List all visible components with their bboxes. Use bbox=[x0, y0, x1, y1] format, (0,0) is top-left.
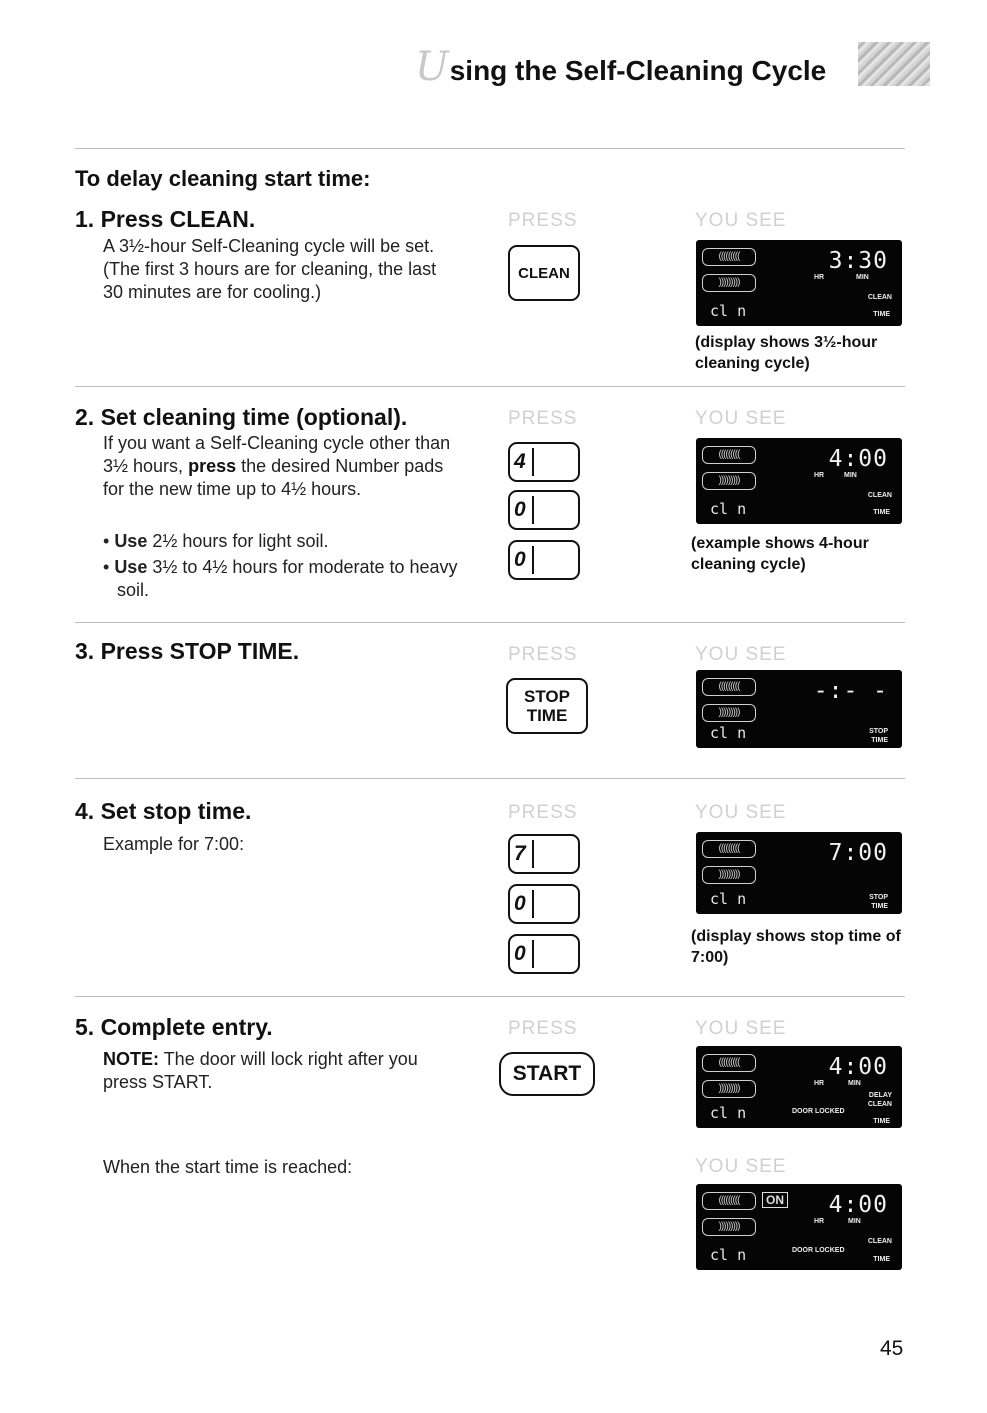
indicator-time: TIME bbox=[871, 737, 888, 744]
number-7-key: 7 bbox=[508, 834, 580, 874]
oven-display bbox=[696, 240, 902, 326]
indicator-hr: HR bbox=[814, 1218, 825, 1225]
you-see-label: YOU SEE bbox=[695, 408, 787, 429]
step-5-after-text: When the start time is reached: bbox=[103, 1157, 353, 1177]
indicator-min: MIN bbox=[844, 472, 857, 479]
display-time: 7:00 bbox=[828, 840, 888, 866]
indicator-clean: CLEAN bbox=[867, 1238, 892, 1245]
indicator-min: MIN bbox=[856, 274, 869, 281]
indicator-time: TIME bbox=[871, 903, 888, 910]
heating-element-icon: ((((((((( bbox=[702, 248, 756, 266]
press-label: PRESS bbox=[508, 408, 578, 429]
display-time: 4:00 bbox=[828, 446, 888, 472]
display-code: cl n bbox=[710, 1104, 747, 1122]
number-0-key: 0 bbox=[508, 884, 580, 924]
you-see-label: YOU SEE bbox=[695, 802, 787, 823]
divider bbox=[75, 148, 905, 149]
indicator-hr: HR bbox=[814, 472, 825, 479]
oven-display bbox=[696, 1184, 902, 1270]
heating-element-icon: ((((((((( bbox=[702, 678, 756, 696]
stop-time-key: STOP TIME bbox=[506, 678, 588, 734]
divider bbox=[75, 996, 905, 997]
display-code: cl n bbox=[710, 302, 747, 320]
number-0-key: 0 bbox=[508, 540, 580, 580]
display-caption: (display shows 3½-hour cleaning cycle) bbox=[695, 334, 878, 372]
indicator-time: TIME bbox=[873, 509, 890, 516]
display-caption: (example shows 4-hour cleaning cycle) bbox=[691, 535, 869, 573]
display-time: 4:00 bbox=[828, 1192, 888, 1218]
you-see-label: YOU SEE bbox=[695, 644, 787, 665]
heating-element-icon: ((((((((( bbox=[702, 840, 756, 858]
divider bbox=[75, 778, 905, 779]
on-indicator: ON bbox=[762, 1192, 788, 1208]
display-code: cl n bbox=[710, 500, 747, 518]
step-3-title: 3. Press STOP TIME. bbox=[75, 638, 300, 664]
indicator-delay: DELAY bbox=[868, 1092, 892, 1099]
divider bbox=[75, 386, 905, 387]
heating-element-icon: ))))))))) bbox=[702, 472, 756, 490]
list-item: • Use 2½ hours for light soil. bbox=[103, 531, 329, 551]
display-time: 3:30 bbox=[828, 248, 888, 274]
oven-display bbox=[696, 438, 902, 524]
display-time: 4:00 bbox=[828, 1054, 888, 1080]
number-0-key: 0 bbox=[508, 490, 580, 530]
step-1-title: 1. Press CLEAN. bbox=[75, 206, 256, 232]
heating-element-icon: ))))))))) bbox=[702, 704, 756, 722]
heating-element-icon: ))))))))) bbox=[702, 1080, 756, 1098]
step-5-note: NOTE: The door will lock right after you press START. bbox=[103, 1049, 418, 1092]
heating-element-icon: ))))))))) bbox=[702, 866, 756, 884]
press-label: PRESS bbox=[508, 210, 578, 231]
indicator-clean: CLEAN bbox=[867, 294, 892, 301]
number-0-key: 0 bbox=[508, 934, 580, 974]
step-5-title: 5. Complete entry. bbox=[75, 1014, 273, 1040]
step-2-title: 2. Set cleaning time (optional). bbox=[75, 404, 408, 430]
title-initial: U bbox=[415, 44, 449, 90]
title-text: sing the Self-Cleaning Cycle bbox=[449, 55, 827, 86]
indicator-door-locked: DOOR LOCKED bbox=[792, 1108, 845, 1115]
header-decoration bbox=[858, 42, 930, 86]
indicator-clean: CLEAN bbox=[867, 492, 892, 499]
indicator-stop: STOP bbox=[869, 894, 888, 901]
step-1-text: A 3½-hour Self-Cleaning cycle will be set. (The first 3 hours are for cleaning, the last 30 minutes are for cooling.) bbox=[103, 236, 437, 302]
section-heading: To delay cleaning start time: bbox=[75, 166, 371, 191]
indicator-stop: STOP bbox=[869, 728, 888, 735]
oven-display bbox=[696, 832, 902, 914]
start-key: START bbox=[499, 1052, 595, 1096]
indicator-time: TIME bbox=[873, 1118, 890, 1125]
you-see-label: YOU SEE bbox=[695, 1018, 787, 1039]
you-see-label: YOU SEE bbox=[695, 210, 787, 231]
oven-display bbox=[696, 670, 902, 748]
page-number: 45 bbox=[880, 1337, 904, 1360]
indicator-clean: CLEAN bbox=[867, 1101, 892, 1108]
indicator-time: TIME bbox=[873, 311, 890, 318]
press-label: PRESS bbox=[508, 802, 578, 823]
heating-element-icon: ))))))))) bbox=[702, 274, 756, 292]
indicator-door-locked: DOOR LOCKED bbox=[792, 1247, 845, 1254]
display-time: -:- - bbox=[813, 678, 888, 704]
page-title bbox=[415, 44, 826, 90]
indicator-hr: HR bbox=[814, 274, 825, 281]
oven-display bbox=[696, 1046, 902, 1128]
heating-element-icon: ))))))))) bbox=[702, 1218, 756, 1236]
number-4-key: 4 bbox=[508, 442, 580, 482]
indicator-min: MIN bbox=[848, 1218, 861, 1225]
you-see-label: YOU SEE bbox=[695, 1156, 787, 1177]
indicator-hr: HR bbox=[814, 1080, 825, 1087]
step-4-text: Example for 7:00: bbox=[103, 834, 245, 854]
heating-element-icon: ((((((((( bbox=[702, 1054, 756, 1072]
clean-key: CLEAN bbox=[508, 245, 580, 301]
indicator-min: MIN bbox=[848, 1080, 861, 1087]
list-item: • Use 3½ to 4½ hours for moderate to heavy soil. bbox=[103, 557, 458, 600]
press-label: PRESS bbox=[508, 1018, 578, 1039]
heating-element-icon: ((((((((( bbox=[702, 1192, 756, 1210]
display-code: cl n bbox=[710, 1246, 747, 1264]
step-4-title: 4. Set stop time. bbox=[75, 798, 252, 824]
display-code: cl n bbox=[710, 724, 747, 742]
display-code: cl n bbox=[710, 890, 747, 908]
display-caption: (display shows stop time of 7:00) bbox=[691, 928, 901, 966]
indicator-time: TIME bbox=[873, 1256, 890, 1263]
divider bbox=[75, 622, 905, 623]
press-label: PRESS bbox=[508, 644, 578, 665]
heating-element-icon: ((((((((( bbox=[702, 446, 756, 464]
step-2-text: If you want a Self-Cleaning cycle other than 3½ hours, press the desired Number pads for the new time up to 4½ hours. bbox=[103, 433, 451, 499]
